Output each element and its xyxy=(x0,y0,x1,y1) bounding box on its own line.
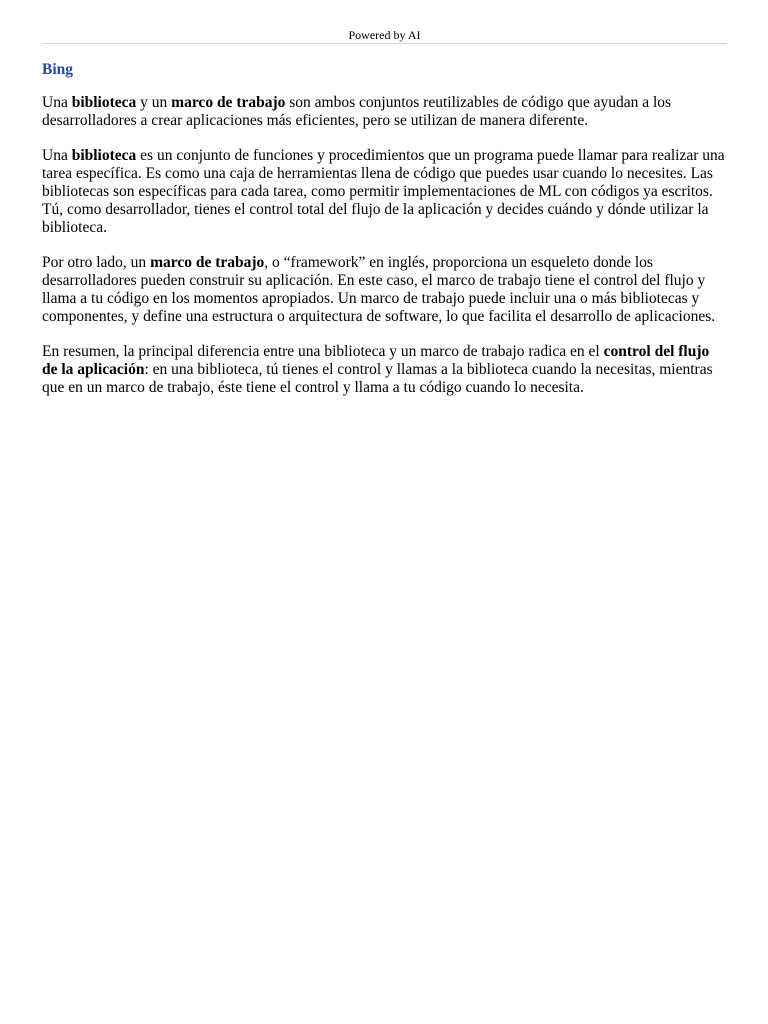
p2-text-1: Una xyxy=(42,147,72,164)
p3-text-1: Por otro lado, un xyxy=(42,254,151,271)
p4-bold-1: control del flujo de la aplicación xyxy=(42,343,710,378)
p3-text-2: , o “framework” en inglés, proporciona un esqueleto donde los desarrolladores pueden construir su aplicación. En este caso, el marco de trabajo tiene el control del flujo y llama a tu código en los momentos apropiados. Un marco de trabajo puede incluir una o más bibliotecas y componentes, y define una estructura o arquitectura de software, lo que facilita el desarrollo de aplicaciones. xyxy=(42,254,716,325)
p1-bold-1: biblioteca xyxy=(71,94,137,111)
p2-bold-1: biblioteca xyxy=(71,147,137,164)
paragraph-intro xyxy=(42,94,727,130)
header xyxy=(42,0,727,44)
document-page xyxy=(42,0,727,397)
paragraph-library xyxy=(42,147,727,237)
paragraph-summary xyxy=(42,343,727,397)
source-label: Bing xyxy=(42,61,74,78)
p1-text-1: Una xyxy=(42,94,72,111)
paragraph-framework xyxy=(42,254,727,326)
p3-bold-1: marco de trabajo xyxy=(150,254,265,271)
p4-text-2: : en una biblioteca, tú tienes el control y llamas a la biblioteca cuando la necesitas, mientras que en un marco de trabajo, éste tiene el control y llama a tu código cuando lo necesita. xyxy=(42,361,713,396)
p1-text-2: y un xyxy=(136,94,172,111)
p2-text-2: es un conjunto de funciones y procedimientos que un programa puede llamar para realizar una tarea específica. Es como una caja de herramientas llena de código que puedes usar cuando lo necesites. Las bibliotecas son específicas para cada tarea, como permitir implementaciones de ML con códigos ya escritos. Tú, como desarrollador, tienes el control total del flujo de la aplicación y decides cuándo y dónde utilizar la biblioteca. xyxy=(42,147,725,236)
p4-text-1: En resumen, la principal diferencia entre una biblioteca y un marco de trabajo radica en el xyxy=(42,343,604,360)
header-text: Powered by AI xyxy=(348,28,421,42)
p1-bold-2: marco de trabajo xyxy=(171,94,286,111)
p1-text-3: son ambos conjuntos reutilizables de código que ayudan a los desarrolladores a crear aplicaciones más eficientes, pero se utilizan de manera diferente. xyxy=(42,94,672,129)
